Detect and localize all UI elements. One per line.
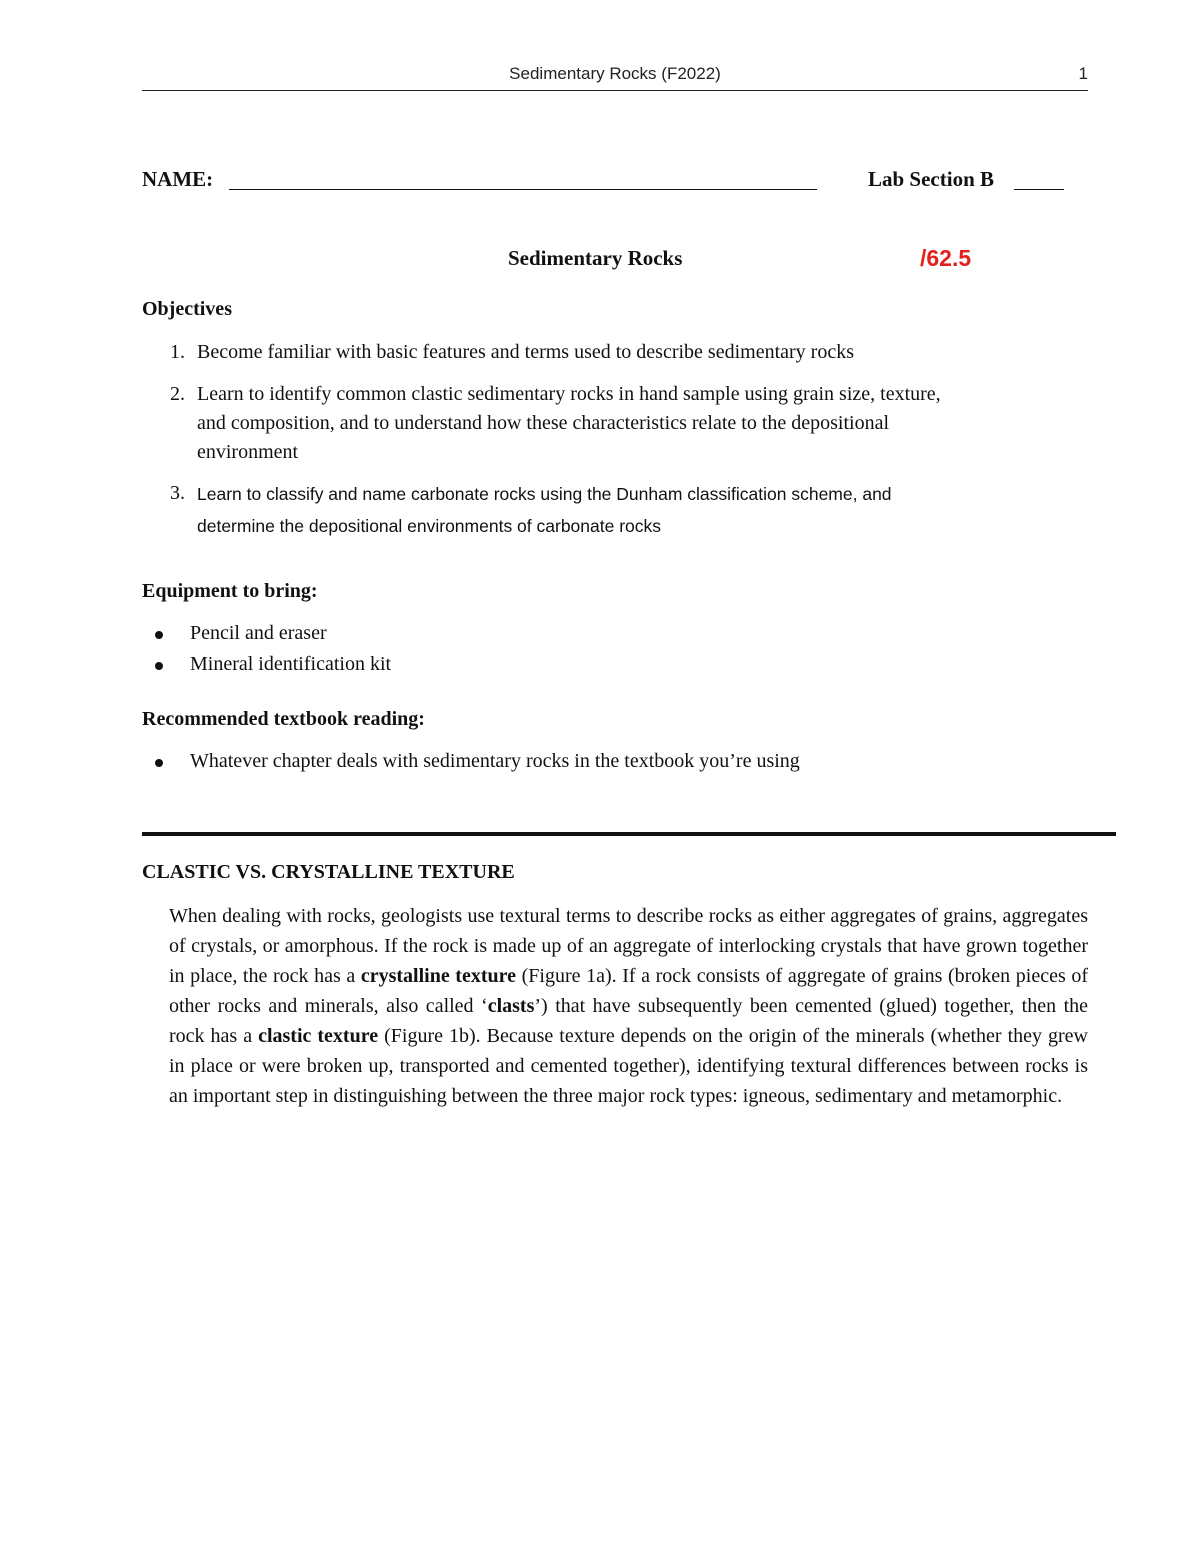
page-header — [142, 60, 1088, 91]
document-title: Sedimentary Rocks — [508, 246, 683, 270]
objective-text-line: determine the depositional environments of carbonate rocks — [197, 516, 662, 536]
header-title: Sedimentary Rocks (F2022) — [509, 64, 721, 83]
objective-number: 3. — [170, 482, 185, 504]
term-clasts: clasts — [487, 995, 535, 1017]
score-total: /62.5 — [920, 245, 972, 271]
section-paragraph — [169, 901, 1088, 1111]
paragraph-text: ’) that have subsequently been cemented (glued) together, then the rock has a — [169, 995, 1088, 1047]
equipment-item-text: Mineral identification kit — [190, 653, 392, 675]
equipment-heading: Equipment to bring: — [142, 580, 318, 602]
bullet-icon — [155, 631, 163, 639]
section-heading: CLASTIC VS. CRYSTALLINE TEXTURE — [142, 861, 515, 883]
objective-text-line: Learn to classify and name carbonate rocks using the Dunham classification scheme, and — [197, 484, 892, 504]
lab-section-label: Lab Section B — [868, 167, 995, 191]
objectives-list — [170, 338, 1090, 536]
objective-text: Become familiar with basic features and terms used to describe sedimentary rocks — [197, 341, 854, 363]
objectives-heading: Objectives — [142, 298, 232, 320]
paragraph-text: (Figure 1a). If a rock consists of aggregate of grains (broken pieces of other rocks and minerals, also called ‘ — [169, 965, 1088, 1017]
lab-section-blank-line[interactable] — [1014, 189, 1064, 190]
section-divider — [142, 832, 1116, 836]
name-blank-line[interactable] — [229, 189, 817, 190]
reading-item-text: Whatever chapter deals with sedimentary rocks in the textbook you’re using — [190, 750, 800, 772]
reading-heading: Recommended textbook reading: — [142, 708, 425, 730]
paragraph-text: When dealing with rocks, geologists use textural terms to describe rocks as either aggregates of grains, aggregates of crystals, or amorphous. If the rock is made up of an aggregate of interlocking crystals that have grown together in place, the rock has a — [169, 905, 1088, 987]
page-number: 1 — [1078, 64, 1088, 83]
objective-number: 1. — [170, 341, 185, 363]
equipment-item-text: Pencil and eraser — [190, 622, 327, 644]
term-clastic-texture: clastic texture — [258, 1025, 379, 1047]
bullet-icon — [155, 662, 163, 670]
objective-text-line: environment — [197, 441, 299, 463]
name-label: NAME: — [142, 167, 214, 191]
objective-text-line: Learn to identify common clastic sedimentary rocks in hand sample using grain size, texture, — [197, 383, 941, 405]
bullet-icon — [155, 759, 163, 767]
objective-text-line: and composition, and to understand how these characteristics relate to the depositional — [197, 412, 890, 434]
paragraph-text: (Figure 1b). Because texture depends on the origin of the minerals (whether they grew in place or were broken up, transported and cemented together), identifying textural differences between rocks is an important step in distinguishing between the three major rock types: igneous, sedimentary and metamorphic. — [169, 1025, 1088, 1107]
term-crystalline-texture: crystalline texture — [360, 965, 517, 987]
objective-number: 2. — [170, 383, 185, 405]
